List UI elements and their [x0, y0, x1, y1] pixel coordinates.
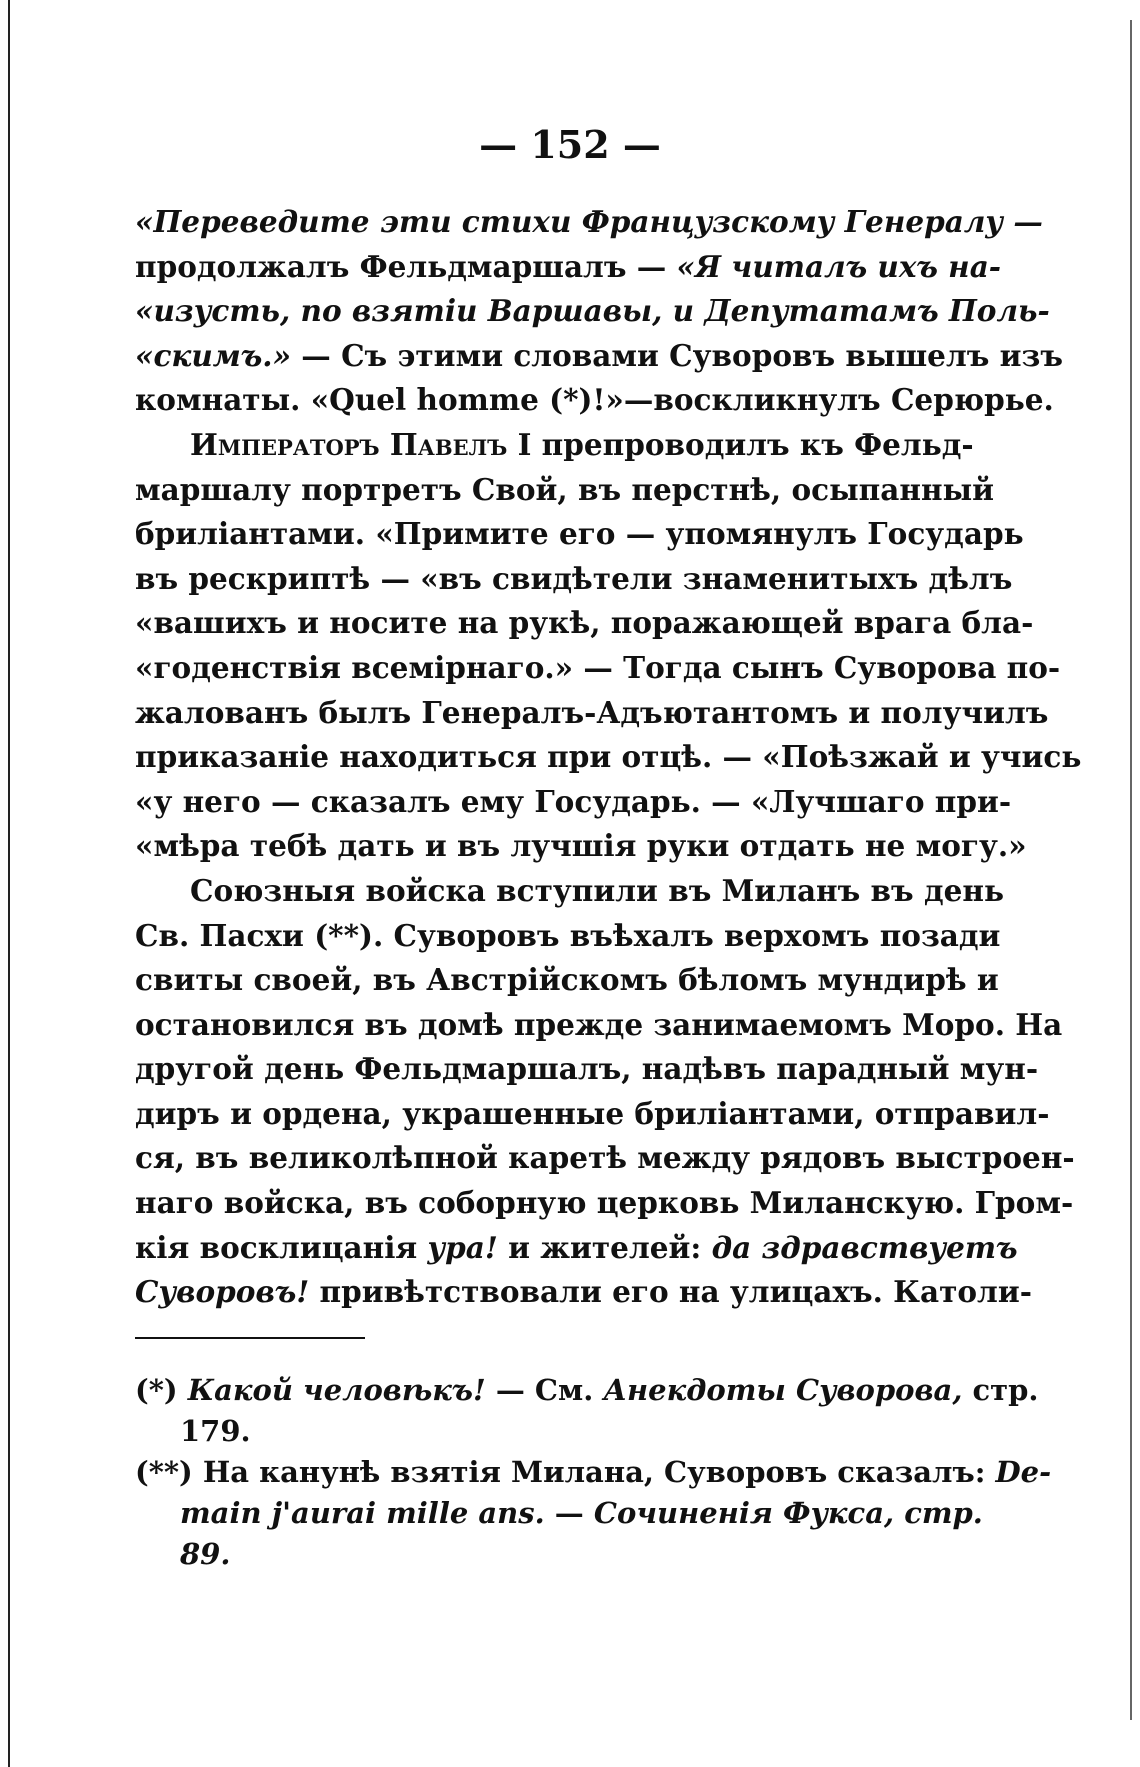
- text-line: «Переведите эти стихи Французскому Генералу —: [135, 204, 1043, 239]
- text-line: продолжалъ Фельдмаршалъ — «Я читалъ ихъ на-: [135, 248, 1002, 284]
- text-line: «скимъ.» — Съ этими словами Суворовъ вышелъ изъ: [135, 337, 1063, 373]
- footnote-divider: [135, 1337, 365, 1339]
- text-line: Императоръ Павелъ I препроводилъ къ Фельд-: [190, 426, 974, 462]
- main-text: [135, 200, 1082, 1315]
- text-line: «мѣра тебѣ дать и въ лучшія руки отдать не могу.»: [135, 828, 1027, 864]
- text-line: «у него — сказалъ ему Государь. — «Лучшаго при-: [135, 783, 1012, 819]
- text-line: бриліантами. «Примите его — упомянулъ Государь: [135, 516, 1024, 552]
- page-number: — 152 —: [479, 122, 661, 167]
- footnote-2: (**) На канунѣ взятія Милана, Суворовъ сказалъ: De-: [135, 1455, 1052, 1489]
- text-line: Союзныя войска вступили въ Миланъ въ день: [190, 872, 1004, 908]
- text-line: остановился въ домѣ прежде занимаемомъ Моро. На: [135, 1006, 1063, 1042]
- text-line: приказаніе находиться при отцѣ. — «Поѣзжай и учись: [135, 739, 1082, 775]
- text-line: Св. Пасхи (**). Суворовъ въѣхалъ верхомъ позади: [135, 917, 1001, 953]
- text-line: другой день Фельдмаршалъ, надѣвъ парадный мун-: [135, 1051, 1039, 1087]
- footnote-1: (*) Какой человѣкъ! — См. Анекдоты Суворова, стр.: [135, 1373, 1039, 1407]
- text-line: «изусть, по взятіи Варшавы, и Депутатамъ Поль-: [135, 293, 1050, 329]
- text-line: «вашихъ и носите на рукѣ, поражающей врага бла-: [135, 605, 1034, 641]
- footnote-2-continued: main j'aurai mille ans. — Сочиненія Фукса, стр.: [180, 1496, 983, 1530]
- footnotes: [135, 1370, 1052, 1575]
- text-line: въ рескриптѣ — «въ свидѣтели знаменитыхъ дѣлъ: [135, 560, 1013, 596]
- text-line: Суворовъ! привѣтствовали его на улицахъ. Католи-: [135, 1274, 1032, 1310]
- footnote-1-continued: 179.: [180, 1414, 251, 1448]
- text-line: диръ и ордена, украшенные бриліантами, отправил-: [135, 1095, 1050, 1131]
- text-line: маршалу портретъ Свой, въ перстнѣ, осыпанный: [135, 471, 995, 507]
- page-edge-right: [1130, 20, 1132, 1720]
- text-line: свиты своей, въ Австрійскомъ бѣломъ мундирѣ и: [135, 962, 999, 998]
- page-edge-left: [8, 0, 10, 1767]
- text-line: кія восклицанія ура! и жителей: да здравствуетъ: [135, 1229, 1018, 1265]
- text-line: наго войска, въ соборную церковь Миланскую. Гром-: [135, 1185, 1074, 1221]
- footnote-2-page: 89.: [180, 1537, 231, 1571]
- text-line: комнаты. «Quel homme (*)!»—воскликнулъ Серюрье.: [135, 382, 1054, 418]
- text-line: ся, въ великолѣпной каретѣ между рядовъ выстроен-: [135, 1140, 1075, 1176]
- text-line: «годенствія всемірнаго.» — Тогда сынъ Суворова по-: [135, 649, 1061, 685]
- text-line: жалованъ былъ Генералъ-Адъютантомъ и получилъ: [135, 694, 1049, 730]
